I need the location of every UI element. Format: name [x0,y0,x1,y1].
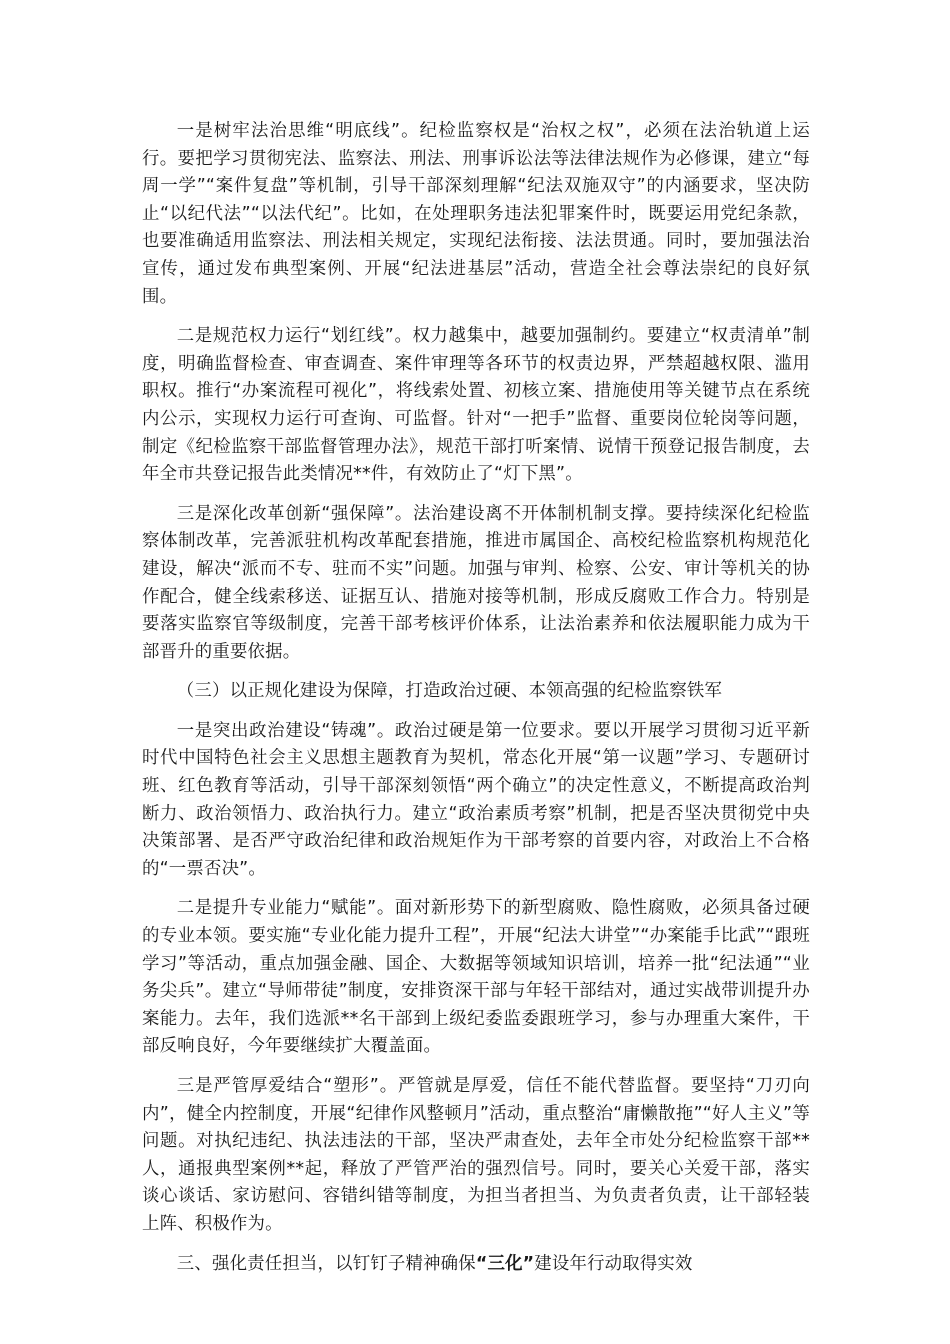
chapter-heading-bold: “三化” [475,1253,535,1274]
paragraph-regulate-power: 二是规范权力运行“划红线”。权力越集中，越要加强制约。要建立“权责清单”制度，明确监督检查、审查调查、案件审理等各环节的权责边界，严禁超越权限、滥用职权。推行“办案流程可视化”，将线索处置、初核立案、措施使用等关键节点在系统内公示，实现权力运行可查询、可监督。针对“一把手”监督、重要岗位轮岗等问题，制定《纪检监察干部监督管理办法》，规范干部打听案情、说情干预登记报告制度，去年全市共登记报告此类情况**件，有效防止了“灯下黑”。 [142,326,810,485]
paragraph-rule-of-law-thinking: 一是树牢法治思维“明底线”。纪检监察权是“治权之权”，必须在法治轨道上运行。要把学习贯彻宪法、监察法、刑法、刑事诉讼法等法律法规作为必修课，建立“每周一学”“案件复盘”等机制，引导干部深刻理解“纪法双施双守”的内涵要求，坚决防止“以纪代法”“以法代纪”。比如，在处理职务违法犯罪案件时，既要运用党纪条款，也要准确适用监察法、刑法相关规定，实现纪法衔接、法法贯通。同时，要加强法治宣传，通过发布典型案例、开展“纪法进基层”活动，营造全社会尊法崇纪的良好氛围。 [142,121,810,307]
section-heading-three: （三）以正规化建设为保障，打造政治过硬、本领高强的纪检监察铁军 [176,681,723,702]
paragraph-strict-management: 三是严管厚爱结合“塑形”。严管就是厚爱，信任不能代替监督。要坚持“刀刃向内”，健全内控制度，开展“纪律作风整顿月”活动，重点整治“庸懒散拖”“好人主义”等问题。对执纪违纪、执法违法的干部，坚决严肃查处，去年全市处分纪检监察干部**人，通报典型案例**起，释放了严管严治的强烈信号。同时，要关心关爱干部，落实谈心谈话、家访慰问、容错纠错等制度，为担当者担当、为负责者负责，让干部轻装上阵、积极作为。 [142,1076,810,1234]
paragraph-professional-ability: 二是提升专业能力“赋能”。面对新形势下的新型腐败、隐性腐败，必须具备过硬的专业本领。要实施“专业化能力提升工程”，开展“纪法大讲堂”“办案能手比武”“跟班学习”等活动，重点加强金融、国企、大数据等领域知识培训，培养一批“纪法通”“业务尖兵”。建立“导师带徒”制度，安排资深干部与年轻干部结对，通过实战带训提升办案能力。去年，我们选派**名干部到上级纪委监委跟班学习，参与办理重大案件，干部反响良好，今年要继续扩大覆盖面。 [142,898,810,1057]
chapter-heading-three [142,1251,810,1279]
paragraph-deepen-reform: 三是深化改革创新“强保障”。法治建设离不开体制机制支撑。要持续深化纪检监察体制改革，完善派驻机构改革配套措施，推进市属国企、高校纪检监察机构规范化建设，解决“派而不专、驻而不实”问题。加强与审判、检察、公安、审计等机关的协作配合，健全线索移送、证据互认、措施对接等机制，形成反腐败工作合力。特别是要落实监察官等级制度，完善干部考核评价体系，让法治素养和依法履职能力成为干部晋升的重要依据。 [142,503,810,662]
paragraph-political-building: 一是突出政治建设“铸魂”。政治过硬是第一位要求。要以开展学习贯彻习近平新时代中国特色社会主义思想主题教育为契机，常态化开展“第一议题”学习、专题研讨班、红色教育等活动，引导干部深刻领悟“两个确立”的决定性意义，不断提高政治判断力、政治领悟力、政治执行力。建立“政治素质考察”机制，把是否坚决贯彻党中央决策部署、是否严守政治纪律和政治规矩作为干部考察的首要内容，对政治上不合格的“一票否决”。 [142,720,810,879]
chapter-heading-suffix: 建设年行动取得实效 [534,1253,693,1274]
document-page [142,118,810,1278]
chapter-heading-prefix: 三、强化责任担当，以钉钉子精神确保 [176,1253,476,1274]
